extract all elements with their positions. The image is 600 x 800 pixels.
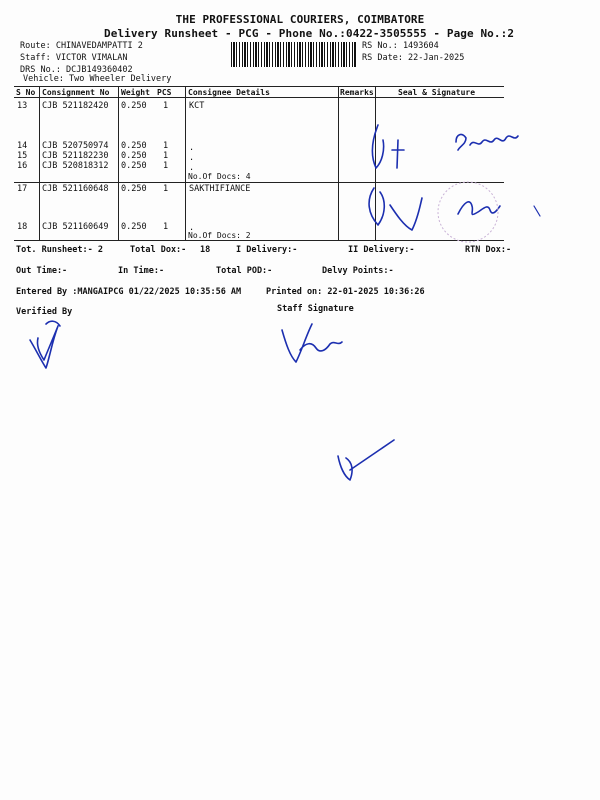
ink-mark (338, 440, 394, 480)
row-consignment: CJB 521182420 (42, 101, 109, 111)
docs-count: No.Of Docs: 2 (188, 231, 251, 240)
staff-signature-label: Staff Signature (277, 304, 354, 314)
row-pcs: 1 (163, 101, 169, 111)
received-signature-icon (456, 135, 518, 150)
row-weight: 0.250 (121, 151, 147, 161)
verified-signature-icon (30, 321, 60, 368)
row-consignee: . (189, 143, 195, 153)
row-weight: 0.250 (121, 161, 147, 171)
delvy-points-label: Delvy Points:- (322, 266, 394, 276)
row-sno: 15 (17, 151, 28, 161)
total-pod-label: Total POD:- (216, 266, 273, 276)
tot-runsheet: Tot. Runsheet:- 2 (16, 245, 103, 255)
rs-date: RS Date: 22-Jan-2025 (362, 53, 465, 63)
docs-count: No.Of Docs: 4 (188, 172, 251, 181)
row-weight: 0.250 (121, 184, 147, 194)
row-pcs: 1 (163, 184, 169, 194)
total-dox-label: Total Dox:- (130, 245, 187, 255)
verified-by-label: Verified By (16, 307, 73, 317)
row-consignment: CJB 520750974 (42, 141, 109, 151)
tick-mark-icon (369, 188, 384, 225)
col-header-remarks: Remarks (340, 88, 374, 97)
row-sno: 13 (17, 101, 28, 111)
row-weight: 0.250 (121, 101, 147, 111)
row-pcs: 1 (163, 161, 169, 171)
row-sno: 17 (17, 184, 28, 194)
row-pcs: 1 (163, 222, 169, 232)
row-consignment: CJB 521160648 (42, 184, 109, 194)
col-header-pcs: PCS (157, 88, 172, 97)
row-consignee: . (189, 223, 195, 233)
staff-signature-icon (282, 324, 342, 362)
tick-mark-icon (390, 198, 422, 230)
row-consignee: . (189, 153, 195, 163)
company-name: THE PROFESSIONAL COURIERS, COIMBATORE (175, 13, 425, 26)
runsheet-subtitle: Delivery Runsheet - PCG - Phone No.:0422-3505555 - Page No.:2 (104, 27, 515, 40)
col-header-seal-signature: Seal & Signature (398, 88, 476, 97)
row-sno: 16 (17, 161, 28, 171)
route-label: Route: CHINAVEDAMPATTI 2 (20, 41, 143, 51)
seal-stamp-icon (438, 182, 498, 242)
row-consignee: KCT (189, 101, 205, 111)
row-sno: 14 (17, 141, 28, 151)
row-consignment: CJB 521182230 (42, 151, 109, 161)
tick-mark-icon (392, 140, 404, 168)
row-weight: 0.250 (121, 141, 147, 151)
col-header-consignment: Consignment No (42, 88, 110, 97)
row-consignment: CJB 520818312 (42, 161, 109, 171)
row-consignee: . (189, 163, 195, 173)
i-delivery-label: I Delivery:- (236, 245, 298, 255)
col-header-weight: Weight (121, 88, 150, 97)
row-consignee: SAKTHIFIANCE (189, 184, 251, 194)
row-weight: 0.250 (121, 222, 147, 232)
ii-delivery-label: II Delivery:- (348, 245, 415, 255)
row-pcs: 1 (163, 151, 169, 161)
ink-mark (534, 206, 540, 216)
out-time-label: Out Time:- (16, 266, 68, 276)
rtn-dox-label: RTN Dox:- (465, 245, 512, 255)
staff-label: Staff: VICTOR VIMALAN (20, 53, 128, 63)
received-signature-icon (458, 202, 500, 215)
row-consignment: CJB 521160649 (42, 222, 109, 232)
col-header-consignee: Consignee Details (188, 88, 270, 97)
row-pcs: 1 (163, 141, 169, 151)
col-header-sno: S No (16, 88, 36, 97)
row-sno: 18 (17, 222, 28, 232)
in-time-label: In Time:- (118, 266, 165, 276)
vehicle-label: Vehicle: Two Wheeler Delivery (23, 74, 172, 84)
tick-mark-icon (372, 125, 383, 168)
drs-number: DRS No.: DCJB149360402 (20, 65, 133, 75)
total-dox-value: 18 (200, 245, 211, 255)
entered-by: Entered By :MANGAIPCG 01/22/2025 10:35:56 AM (16, 287, 242, 297)
rs-number: RS No.: 1493604 (362, 41, 439, 51)
printed-on: Printed on: 22-01-2025 10:36:26 (266, 287, 425, 297)
